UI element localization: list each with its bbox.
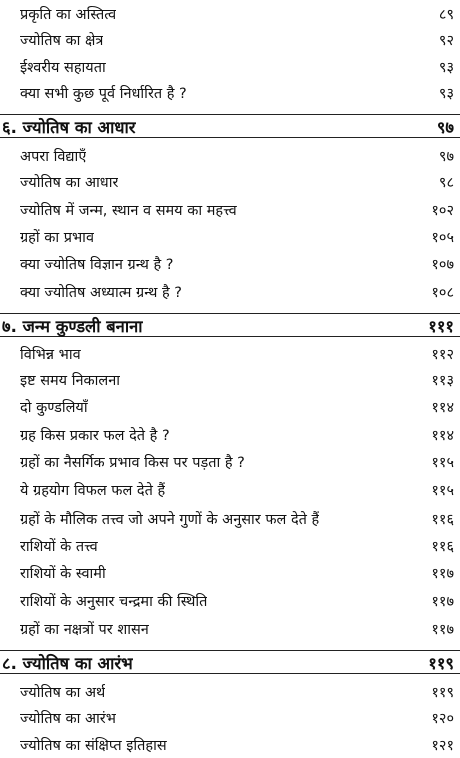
entry-title: ज्योतिष का अर्थ: [20, 685, 106, 701]
entry-title: राशियों के तत्त्व: [20, 539, 98, 555]
entry-title: ग्रहों के मौलिक तत्त्व जो अपने गुणों के अनुसार फल देते हैं: [20, 512, 320, 528]
entry-title: क्या ज्योतिष विज्ञान ग्रन्थ है ?: [20, 257, 174, 273]
page-number: ११९: [431, 685, 454, 701]
chapter-heading: [0, 650, 460, 674]
toc-entry: [0, 478, 460, 502]
toc-entry: [0, 617, 460, 641]
entry-title: ग्रहों का प्रभाव: [20, 230, 95, 246]
entry-title: ज्योतिष का क्षेत्र: [20, 33, 104, 49]
page-number: ११३: [431, 373, 454, 389]
entry-title: ये ग्रहयोग विफल फल देते हैं: [20, 483, 166, 499]
entry-title: ज्योतिष का संक्षिप्त इतिहास: [20, 738, 167, 754]
toc-entry: [0, 368, 460, 392]
entry-title: ज्योतिष का आरंभ: [20, 711, 116, 727]
page-number: ९३: [438, 60, 454, 76]
chapter-heading: [0, 313, 460, 337]
entry-title: दो कुण्डलियाँ: [20, 400, 88, 416]
page-number: १२१: [431, 738, 454, 754]
page-number: ८९: [438, 7, 454, 23]
toc-entry: [0, 534, 460, 558]
page-number: ११६: [431, 539, 454, 555]
chapter-heading: [0, 114, 460, 138]
page-number: ११७: [431, 566, 454, 582]
page-number: ११७: [431, 622, 454, 638]
page-number: १०८: [431, 285, 454, 301]
toc-entry: [0, 733, 460, 757]
page-number: ११९: [428, 653, 454, 673]
toc-entry: [0, 198, 460, 222]
entry-title: अपरा विद्याएँ: [20, 149, 87, 165]
entry-title: क्या ज्योतिष अध्यात्म ग्रन्थ है ?: [20, 285, 182, 301]
page-number: १२०: [431, 711, 454, 727]
entry-title: ग्रहों का नक्षत्रों पर शासन: [20, 622, 149, 638]
toc-entry: [0, 144, 460, 168]
page-number: ११२: [431, 347, 454, 363]
page-number: १०२: [431, 203, 454, 219]
entry-title: विभिन्न भाव: [20, 347, 81, 363]
toc-entry: [0, 589, 460, 613]
page-number: ९७: [436, 117, 454, 137]
entry-title: राशियों के अनुसार चन्द्रमा की स्थिति: [20, 594, 208, 610]
toc-entry: [0, 342, 460, 366]
page-number: १०५: [431, 230, 454, 246]
page-number: ११४: [431, 428, 454, 444]
page-number: १०७: [431, 257, 454, 273]
page-number: ९७: [438, 149, 454, 165]
toc-entry: [0, 507, 460, 531]
toc-entry: [0, 450, 460, 474]
page-number: ९८: [438, 175, 454, 191]
toc-entry: [0, 170, 460, 194]
page-number: ११७: [431, 594, 454, 610]
toc-entry: [0, 81, 460, 105]
chapter-title: ७. जन्म कुण्डली बनाना: [2, 316, 143, 336]
chapter-title: ८. ज्योतिष का आरंभ: [2, 653, 133, 673]
page-number: ९३: [438, 86, 454, 102]
toc-entry: [0, 225, 460, 249]
entry-title: ज्योतिष में जन्म, स्थान व समय का महत्त्व: [20, 203, 237, 219]
page-number: ११५: [431, 483, 454, 499]
toc-entry: [0, 280, 460, 304]
entry-title: ग्रहों का नैसर्गिक प्रभाव किस पर पड़ता है ?: [20, 455, 245, 471]
toc-entry: [0, 55, 460, 79]
page-number: १११: [428, 316, 454, 336]
toc-entry: [0, 706, 460, 730]
page-number: ११४: [431, 400, 454, 416]
toc-entry: [0, 28, 460, 52]
entry-title: क्या सभी कुछ पूर्व निर्धारित है ?: [20, 86, 187, 102]
page-number: ११६: [431, 512, 454, 528]
chapter-title: ६. ज्योतिष का आधार: [2, 117, 136, 137]
entry-title: ईश्वरीय सहायता: [20, 60, 106, 76]
page-number: ११५: [431, 455, 454, 471]
toc-entry: [0, 423, 460, 447]
toc-entry: [0, 680, 460, 704]
toc-entry: [0, 395, 460, 419]
entry-title: ग्रह किस प्रकार फल देते है ?: [20, 428, 170, 444]
page-number: ९२: [438, 33, 454, 49]
entry-title: राशियों के स्वामी: [20, 566, 106, 582]
toc-entry: [0, 561, 460, 585]
toc-entry: [0, 2, 460, 26]
entry-title: ज्योतिष का आधार: [20, 175, 119, 191]
entry-title: प्रकृति का अस्तित्व: [20, 7, 117, 23]
toc-entry: [0, 252, 460, 276]
entry-title: इष्ट समय निकालना: [20, 373, 121, 389]
